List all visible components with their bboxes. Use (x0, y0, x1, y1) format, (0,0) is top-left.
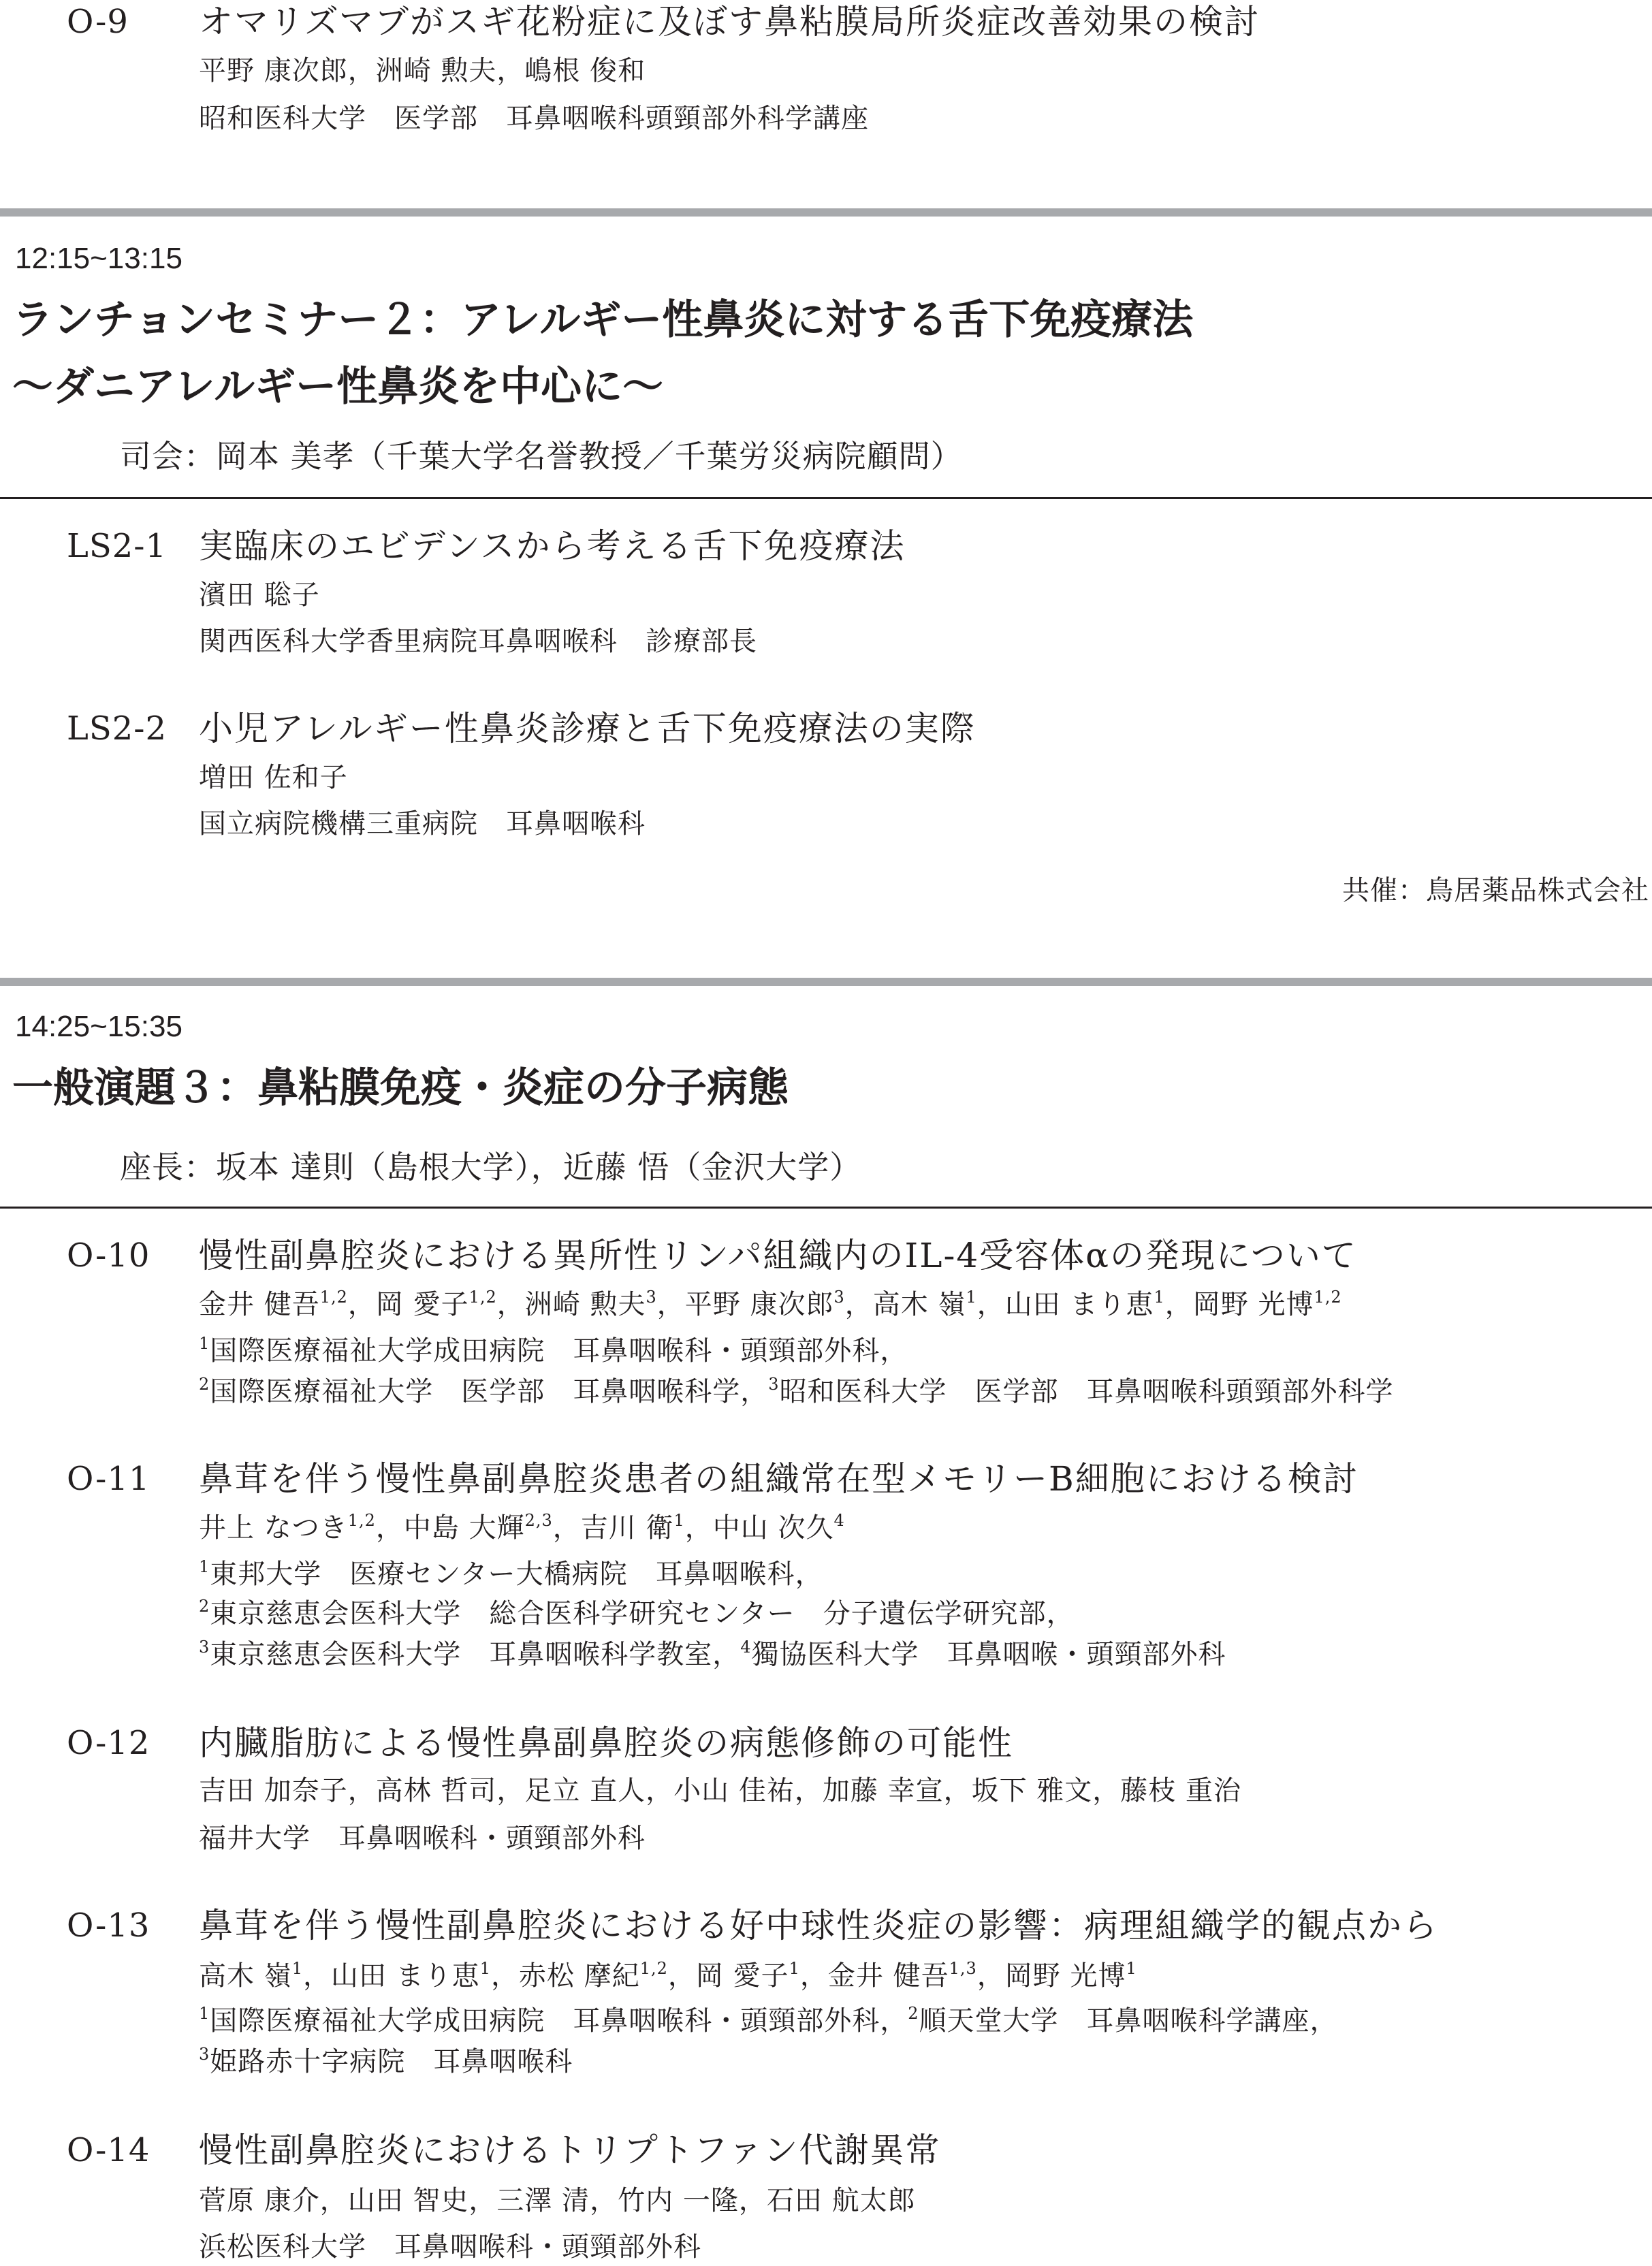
session-chair: 座長：坂本 達則（島根大学），近藤 悟（金沢大学） (120, 1149, 862, 1185)
talk-id: O-14 (67, 2131, 150, 2169)
session-title: 一般演題３：鼻粘膜免疫・炎症の分子病態 (12, 1064, 789, 1112)
author-affiliation-marker: 1,2 (347, 1511, 376, 1530)
author-separator: ， (496, 1289, 525, 1320)
author-affiliation-marker: 1 (966, 1288, 977, 1307)
author-name: 中島 大輝 (403, 1512, 525, 1544)
talk-id: O-9 (67, 3, 129, 41)
talk-authors: 吉田 加奈子，高林 哲司，足立 直人，小山 佳祐，加藤 幸宣，坂下 雅文，藤枝 重治 (199, 1775, 1242, 1806)
author-separator: ， (375, 1512, 404, 1544)
talk-title: オマリズマブがスギ花粉症に及ぼす鼻粘膜局所炎症改善効果の検討 (199, 2, 1260, 42)
affiliation-text: 獨協医科大学 耳鼻咽喉・頭頸部外科 (751, 1639, 1226, 1670)
talk-affiliation: 福井大学 耳鼻咽喉科・頭頸部外科 (199, 1823, 646, 1854)
session-title-line1: ランチョンセミナー２：アレルギー性鼻炎に対する舌下免疫療法 (12, 296, 1194, 344)
talk-authors: 増田 佐和子 (199, 762, 348, 793)
author-affiliation-marker: 1 (1154, 1288, 1165, 1307)
author-affiliation-marker: 1 (1126, 1959, 1137, 1978)
affiliation-marker: 3 (199, 1638, 210, 1657)
author-name: 平野 康次郎 (684, 1289, 834, 1320)
author-affiliation-marker: 2,3 (524, 1511, 553, 1530)
affiliation-marker: 3 (199, 2045, 210, 2064)
affiliation-text: 順天堂大学 耳鼻咽喉科学講座， (919, 2005, 1338, 2037)
affiliation-text: 国際医療福祉大学成田病院 耳鼻咽喉科・頭頸部外科， (210, 1335, 908, 1367)
talk-affiliation-line (199, 1595, 1075, 1633)
author-separator: ， (491, 1960, 519, 1992)
author-affiliation-marker: 1,2 (468, 1288, 497, 1307)
author-name: 岡 愛子 (695, 1960, 789, 1992)
talk-affiliation-line (199, 2002, 1338, 2040)
author-name: 岡 愛子 (375, 1289, 469, 1320)
talk-affiliation-line (199, 2043, 573, 2081)
talk-authors: 濱田 聡子 (199, 579, 320, 611)
talk-id: O-12 (67, 1724, 150, 1762)
talk-title: 慢性副鼻腔炎におけるトリプトファン代謝異常 (199, 2131, 941, 2170)
talk-title: 慢性副鼻腔炎における異所性リンパ組織内のIL-4受容体αの発現について (199, 1236, 1357, 1275)
affiliation-text: 国際医療福祉大学成田病院 耳鼻咽喉科・頭頸部外科， (210, 2005, 908, 2037)
affiliation-marker: 3 (768, 1375, 780, 1394)
author-affiliation-marker: 1,2 (1314, 1288, 1342, 1307)
author-name: 山田 まり恵 (331, 1960, 480, 1992)
session-rule (0, 1207, 1652, 1209)
author-affiliation-marker: 1 (673, 1511, 685, 1530)
session-time: 14:25~15:35 (15, 1010, 182, 1043)
author-name: 高木 嶺 (872, 1289, 966, 1320)
author-name: 岡野 光博 (1192, 1289, 1314, 1320)
talk-title: 鼻茸を伴う慢性鼻副鼻腔炎患者の組織常在型メモリーB細胞における検討 (199, 1459, 1359, 1499)
session-time: 12:15~13:15 (15, 242, 182, 275)
talk-id: LS2-1 (67, 527, 168, 565)
affiliation-marker: 2 (199, 1597, 210, 1616)
talk-affiliation: 浜松医科大学 耳鼻咽喉科・頭頸部外科 (199, 2231, 701, 2263)
affiliation-marker: 1 (199, 1557, 210, 1576)
author-name: 吉川 衛 (580, 1512, 674, 1544)
author-affiliation-marker: 3 (646, 1288, 657, 1307)
talk-title: 鼻茸を伴う慢性副鼻腔炎における好中球性炎症の影響：病理組織学的観点から (199, 1906, 1438, 1945)
affiliation-marker: 1 (199, 2004, 210, 2023)
session-divider (0, 208, 1652, 217)
author-affiliation-marker: 1,3 (949, 1959, 977, 1978)
author-affiliation-marker: 1 (789, 1959, 800, 1978)
talk-authors (199, 1957, 1137, 1995)
session-chair: 司会：岡本 美孝（千葉大学名誉教授／千葉労災病院顧問） (120, 438, 963, 475)
talk-affiliation: 関西医科大学香里病院耳鼻咽喉科 診療部長 (199, 626, 757, 657)
author-separator: ， (799, 1960, 828, 1992)
author-name: 洲崎 勲夫 (524, 1289, 646, 1320)
author-name: 岡野 光博 (1004, 1960, 1126, 1992)
affiliation-text: 国際医療福祉大学 医学部 耳鼻咽喉科学， (210, 1376, 769, 1407)
talk-affiliation-line (199, 1373, 1394, 1411)
affiliation-text: 東京慈恵会医科大学 総合医科学研究センター 分子遺伝学研究部， (210, 1598, 1075, 1629)
author-affiliation-marker: 1 (291, 1959, 303, 1978)
author-separator: ， (1164, 1289, 1193, 1320)
affiliation-text: 姫路赤十字病院 耳鼻咽喉科 (210, 2046, 573, 2077)
author-separator: ， (303, 1960, 331, 1992)
talk-affiliation-line (199, 1332, 908, 1370)
author-affiliation-marker: 1,2 (319, 1288, 348, 1307)
affiliation-marker: 2 (199, 1375, 210, 1394)
talk-authors (199, 1509, 845, 1547)
talk-authors: 平野 康次郎，洲崎 勲夫，嶋根 俊和 (199, 55, 646, 86)
session-sponsor: 共催：鳥居薬品株式会社 (1342, 875, 1649, 906)
author-name: 中山 次久 (712, 1512, 834, 1544)
author-name: 金井 健吾 (827, 1960, 949, 1992)
talk-affiliation-line (199, 1555, 823, 1593)
talk-affiliation-line (199, 1635, 1226, 1674)
author-separator: ， (656, 1289, 685, 1320)
author-name: 金井 健吾 (199, 1289, 320, 1320)
author-affiliation-marker: 1 (479, 1959, 491, 1978)
talk-authors (199, 1286, 1342, 1324)
author-name: 赤松 摩紀 (519, 1960, 640, 1992)
author-separator: ， (552, 1512, 581, 1544)
talk-id: O-10 (67, 1236, 150, 1275)
author-affiliation-marker: 1,2 (639, 1959, 668, 1978)
author-separator: ， (347, 1289, 376, 1320)
affiliation-marker: 1 (199, 1334, 210, 1353)
talk-title: 小児アレルギー性鼻炎診療と舌下免疫療法の実際 (199, 709, 976, 748)
session-rule (0, 497, 1652, 499)
talk-title: 実臨床のエビデンスから考える舌下免疫療法 (199, 526, 906, 566)
talk-authors: 菅原 康介，山田 智史，三澤 清，竹内 一隆，石田 航太郎 (199, 2185, 916, 2216)
author-name: 井上 なつき (199, 1512, 348, 1544)
affiliation-text: 東邦大学 医療センター大橋病院 耳鼻咽喉科， (210, 1559, 823, 1590)
author-name: 山田 まり恵 (1004, 1289, 1154, 1320)
author-name: 高木 嶺 (199, 1960, 292, 1992)
author-separator: ， (976, 1960, 1005, 1992)
affiliation-text: 昭和医科大学 医学部 耳鼻咽喉科頭頸部外科学 (779, 1376, 1394, 1407)
author-separator: ， (667, 1960, 696, 1992)
talk-id: O-13 (67, 1906, 150, 1945)
affiliation-marker: 2 (908, 2004, 919, 2023)
talk-affiliation: 国立病院機構三重病院 耳鼻咽喉科 (199, 808, 646, 840)
talk-id: O-11 (67, 1460, 150, 1498)
session-divider (0, 978, 1652, 986)
author-affiliation-marker: 4 (833, 1511, 845, 1530)
author-separator: ， (844, 1289, 873, 1320)
talk-id: LS2-2 (67, 709, 168, 748)
talk-title: 内臓脂肪による慢性鼻副鼻腔炎の病態修飾の可能性 (199, 1723, 1013, 1763)
affiliation-marker: 4 (740, 1638, 752, 1657)
talk-affiliation: 昭和医科大学 医学部 耳鼻咽喉科頭頸部外科学講座 (199, 103, 869, 134)
author-separator: ， (684, 1512, 713, 1544)
affiliation-text: 東京慈恵会医科大学 耳鼻咽喉科学教室， (210, 1639, 741, 1670)
author-affiliation-marker: 3 (833, 1288, 845, 1307)
author-separator: ， (976, 1289, 1005, 1320)
session-title-line2: 〜ダニアレルギー性鼻炎を中心に〜 (12, 363, 664, 411)
